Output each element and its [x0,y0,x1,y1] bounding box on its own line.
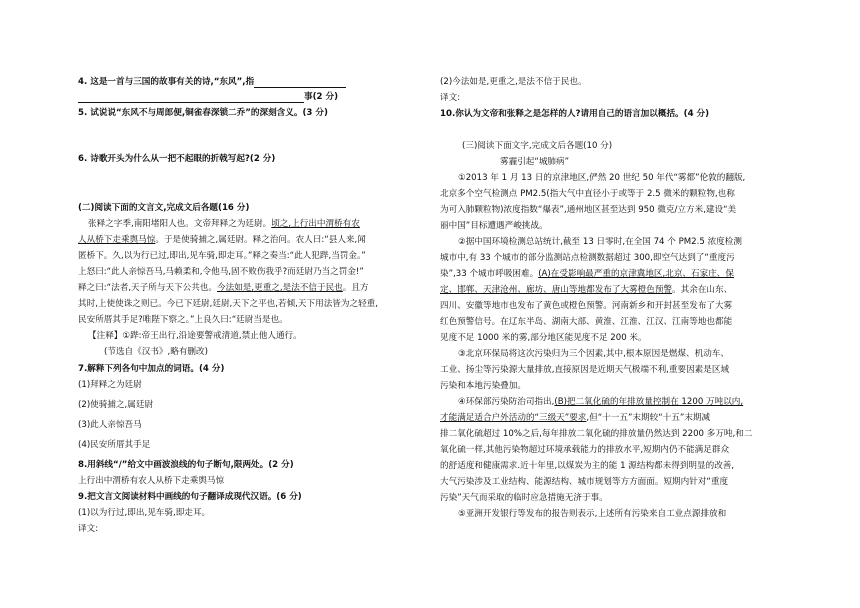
article-line: 四川、安徽等地市也发布了黄色或橙色预警。河南新乡和开封甚至发布了大雾 [440,301,733,311]
question-9-item: (1)以为行过,即出,见车骑,即走耳。 [78,508,211,518]
wavy-line-text: 顷之,上行出中渭桥有农 [271,219,360,229]
passage-line [78,234,366,246]
passage-text: 释之曰:“法者,天子所与天下公共也。 [78,283,217,293]
underlined-sentence-a: 定、邯郸、天津沧州、廊坊、唐山等地都发布了大雾橙色预警 [440,285,673,295]
underlined-sentence: 今法如是,更重之,是法不信于民也 [217,283,343,293]
article-line: ⑤亚洲开发银行等发布的报告则表示,上述所有污染来自工业点源排放和 [458,509,727,519]
passage-line: 匿桥下。久,以为行已过,即出,见车骑,即走耳。”释之奏当:“此人犯跸,当罚金。” [78,251,366,261]
article-line: ②据中国环境检测总站统计,截至 13 日零时,在全国 74 个 PM2.5 浓度检测 [458,237,742,247]
article-line [440,284,732,296]
question-7-item: (3)此人亲惊吾马 [78,420,142,430]
article-text: ④环保部污染防治司指出, [458,397,555,407]
passage-line: 民安所厝其手足?唯陛下察之。”上良久曰:“廷尉当是也。 [78,315,288,325]
question-7-item: (4)民安所厝其手足 [78,440,151,450]
annotation-note: 【注释】①跸:帝王出行,沿途要警戒清道,禁止他人通行。 [88,331,302,341]
article-line: 氧化硫一样,其他污染物超过环境承载能力的排放水平,短期内仍不能满足群众 [440,445,730,455]
article-line: 的舒适度和健康需求.近十年里,以煤炭为主的能 1 源结构都未得到明显的改善, [440,461,735,471]
article-line: 排二氧化硫超过 10%之后,每年排放二氧化硫的排放量仍然达到 2200 多万吨,和二 [440,429,753,439]
underlined-sentence-a: (A)在受影响最严重的京津冀地区,北京、石家庄、保 [538,269,734,279]
question-6: 6. 诗歌开头为什么从一把不起眼的折戟写起?(2 分) [78,154,276,164]
question-7: 7.解释下列各句中加点的词语。(4 分) [78,364,225,374]
article-title: 雾霾引起“城肺病” [500,157,570,167]
source-note: (节选自《汉书》,略有删改) [104,347,208,357]
article-line: 丽中国”目标遭遇严峻挑战。 [440,221,548,231]
question-4-score: 事(2 分) [304,92,339,102]
wavy-line-text: 人从桥下走乘舆马惊 [78,235,156,245]
question-4-prompt: 4. 这是一首与三国的故事有关的诗,“东风”,指 [78,77,255,87]
passage-line [78,282,369,294]
article-text: 。其余在山东、 [672,285,733,295]
article-line: 北京多个空气检测点 PM2.5(指大气中直径小于或等于 2.5 微米的颗粒物,也称 [440,189,735,199]
passage-line: 其时,上使使诛之则已。今已下廷尉,廷尉,天下之平也,若倾,天下用法皆为之轻重, [78,299,378,309]
article-line: 大气污染涉及工业结构、能源结构、城市规划等方方面面。短期内针对“重度 [440,477,729,487]
article-line: 污染”天气而采取的临时应急措施无济于事。 [440,493,608,503]
passage-line [88,218,360,230]
underlined-sentence-b: 才能满足适合户外活动的“三级天”要求 [440,413,587,423]
question-5: 5. 试说说“东风不与周郎便,铜雀春深锁二乔”的深刻含义。(3 分) [78,108,328,118]
article-line: 见度不足 1000 米的雾,部分地区能见度不足 200 米。 [440,333,647,343]
passage-line: 上怒曰:“此人亲惊吾马,马赖柔和,令他马,固不败伤我乎?而廷尉乃当之罚金!” [78,267,364,277]
article-line: ③北京环保局将这次污染归为三个因素,其中,根本原因是燃煤、机动车、 [458,349,729,359]
question-9-item: (2)今法如是,更重之,是法不信于民也。 [440,77,587,87]
question-4 [78,76,346,88]
article-text: 染”,33 个城市呼吸困难。 [440,269,539,279]
translation-label: 译文: [78,524,99,534]
passage-text: 张释之字季,南阳堵阳人也。文帝拜释之为廷尉。 [88,219,272,229]
section-3-title: (三)阅读下面文字,完成文后各题(10 分) [462,141,613,151]
article-line: 红色预警信号。在辽东半岛、湖南大部、黄淮、江淮、江汉、江南等地也都能 [440,317,733,327]
passage-text: 。于是使骑捕之,属廷尉。释之治问。农人曰:“县人来,闻 [155,235,366,245]
passage-text: 。且方 [342,283,369,293]
article-line: 污染和本地污染叠加。 [440,381,526,391]
translation-label: 译文: [440,93,461,103]
answer-blank [78,92,304,103]
question-8: 8.用斜线“/”给文中画波浪线的句子断句,限两处。(2 分) [78,460,294,470]
section-2-title: (二)阅读下面的文言文,完成文后各题(16 分) [78,203,250,213]
question-10: 10.你认为文帝和张释之是怎样的人?请用自己的语言加以概括。(4 分) [440,109,710,119]
question-8-sentence: 上行出中渭桥有农人从桥下走乘舆马惊 [78,476,225,486]
article-line: ①2013 年 1 月 13 日的京津地区,俨然 20 世纪 50 年代“雾都”伦敦的翻版, [458,173,746,183]
underlined-sentence-b: (B)把二氧化硫的年排放量控制在 1200 万吨以内, [554,397,744,407]
article-line [458,396,743,408]
question-7-item: (2)使骑捕之,属廷尉 [78,400,154,410]
article-text: ,但“十一五”末期较“十五”末期减 [586,413,711,423]
question-9: 9.把文言文阅读材料中画线的句子翻译成现代汉语。(6 分) [78,492,302,502]
question-7-item: (1)拜释之为廷尉 [78,380,142,390]
question-4-cont [78,91,338,103]
answer-blank [254,77,346,88]
article-line: 城市中,有 33 个城市的部分监测站点检测数据超过 300,即空气达到了“重度污 [440,253,735,263]
article-line [440,268,734,280]
article-line: 工业、扬尘等污染源大量排放,直接原因是近期天气极端不利,重要因素是区域 [440,365,730,375]
article-line [440,412,710,424]
article-line: 为可入肺颗粒物)浓度指数“爆表”,通州地区甚至达到 950 微克/立方米,建设“美 [440,205,737,215]
